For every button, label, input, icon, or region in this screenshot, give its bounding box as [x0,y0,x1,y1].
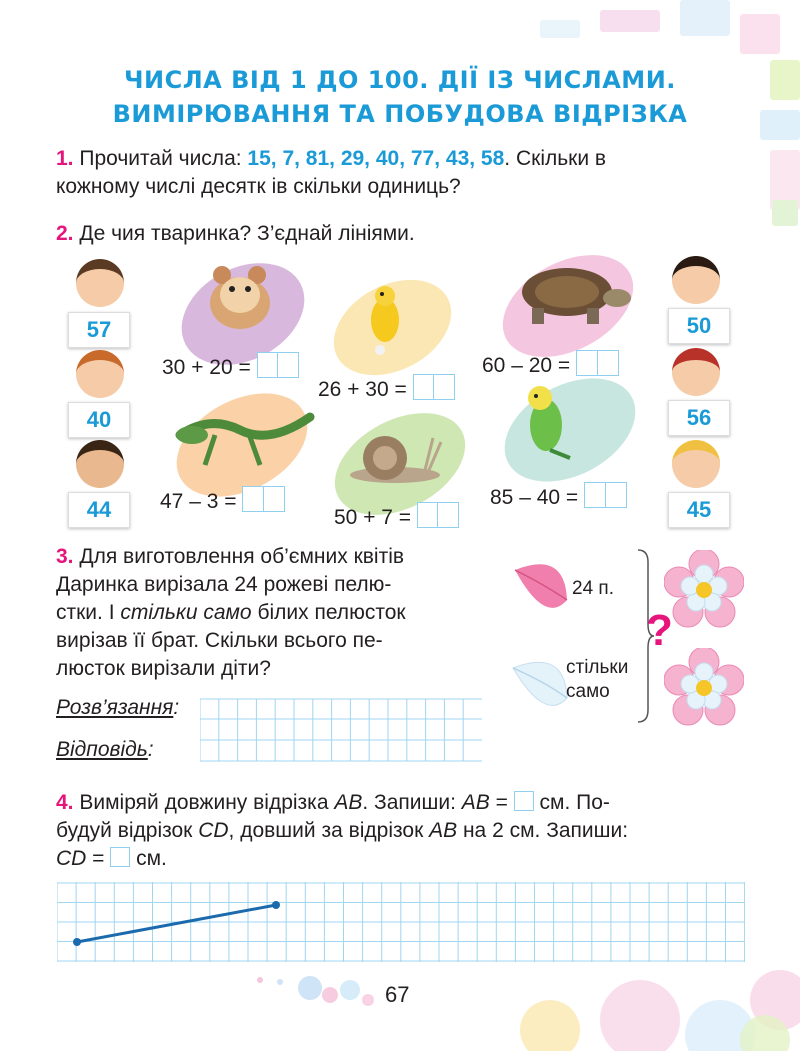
answer-box[interactable] [242,486,264,512]
petal1-label: 24 п. [572,578,614,599]
petal2-label-line: само [566,681,610,702]
task3-line: стки. І [56,601,121,624]
task3-text [56,543,496,683]
task4-text [56,789,756,873]
segment-cd-label: CD [56,847,87,870]
page-title-line2: ВИМІРЮВАННЯ ТА ПОБУДОВА ВІДРІЗКА [112,100,688,128]
answer-box[interactable] [277,352,299,378]
boy-face-icon [76,440,124,488]
answer-label [56,736,154,764]
expression-text: 85 – 40 = [490,486,579,509]
solution-label-text: Розв’язання [56,696,174,719]
petal2-label [566,656,628,704]
expression-text: 47 – 3 = [160,490,237,513]
pink-flower-icon [664,648,744,728]
segment-ab-label: AB [461,791,490,814]
kid-card-57: 57 [68,312,130,348]
budgie-icon [510,380,580,460]
task1-numbers: 15, 7, 81, 29, 40, 77, 43, 58 [247,147,505,170]
task2-number: 2. [56,222,74,245]
answer-box[interactable] [605,482,627,508]
segment-cd-label: CD [198,819,229,842]
expression-text: 30 + 20 = [162,356,251,379]
pink-flower-icon [664,550,744,630]
expression-text: 26 + 30 = [318,378,407,401]
petal2-label-line: стільки [566,657,629,678]
canary-icon [355,280,415,360]
task4-text-part: см. [130,847,167,870]
expression-4 [160,486,285,514]
expression-5 [334,502,459,530]
answer-box[interactable] [584,482,606,508]
task4-text-part: = [86,847,111,870]
task3-line: вирізав її брат. Скільки всього пе- [56,629,383,652]
task3-line: Для виготовлення об’ємних квітів [73,545,405,568]
colon: : [173,696,180,719]
ab-length-box[interactable] [514,791,534,811]
kid-card-50: 50 [668,308,730,344]
answer-box[interactable] [597,350,619,376]
page-number: 67 [385,982,410,1007]
expression-2 [318,374,455,402]
tortoise-icon [502,262,632,332]
task4-text-part: . Запиши: [362,791,462,814]
kid-card-56: 56 [668,400,730,436]
pink-petal-icon [505,555,575,625]
decorative-bubbles [220,960,800,1051]
question-mark: ? [646,606,673,655]
kid-card-44: 44 [68,492,130,528]
page-title-line1: ЧИСЛА ВІД 1 ДО 100. ДІЇ ІЗ ЧИСЛАМИ. [124,66,676,94]
task3-line: білих пелюсток [251,601,406,624]
kid-card-45: 45 [668,492,730,528]
colon: : [147,738,154,761]
expression-text: 60 – 20 = [482,354,571,377]
segment-ab-label: AB [429,819,458,842]
expression-3 [482,350,619,378]
segment-ab-label: AB [334,791,363,814]
answer-label-text: Відповідь [56,738,148,761]
snail-icon [345,420,445,490]
answer-box[interactable] [417,502,439,528]
task4-text-part: , довший за відрізок [228,819,430,842]
solution-grid[interactable] [200,698,482,762]
girl-glasses-face-icon [672,348,720,396]
drawing-grid[interactable] [57,882,745,962]
task1-line2: кожному числі десятк ів скільки одиниць? [56,175,461,198]
task1 [56,145,756,201]
girl-face-icon [76,350,124,398]
expression-1 [162,352,299,380]
expression-text: 50 + 7 = [334,506,412,529]
answer-box[interactable] [437,502,459,528]
task4-text-part: на 2 см. Запиши: [457,819,629,842]
task2-prompt [56,220,415,248]
task1-number: 1. [56,147,74,170]
answer-box[interactable] [257,352,279,378]
answer-box[interactable] [413,374,435,400]
task3-line: Даринка вирізала 24 рожеві пелю- [56,573,392,596]
point-b [272,901,280,909]
task4-text-part: = [489,791,514,814]
iguana-icon [170,405,320,475]
expression-6 [490,482,627,510]
point-a [73,938,81,946]
answer-box[interactable] [576,350,598,376]
task1-text: Прочитай числа: [73,147,248,170]
hamster-icon [195,255,285,335]
task4-number: 4. [56,791,74,814]
answer-box[interactable] [433,374,455,400]
solution-label [56,694,179,722]
kid-card-40: 40 [68,402,130,438]
task4-text-part: Виміряй довжину відрізка [73,791,335,814]
task3-italic: стільки само [120,601,252,624]
white-petal-icon [505,650,575,720]
answer-box[interactable] [263,486,285,512]
task3-line: люсток вирізали діти? [56,657,271,680]
task4-text-part: будуй відрізок [56,819,199,842]
girl-face-icon [672,440,720,488]
girl-face-icon [672,256,720,304]
task3-number: 3. [56,545,74,568]
segment-ab [77,905,276,942]
task2-text: Де чия тваринка? З’єднай лініями. [73,222,415,245]
cd-length-box[interactable] [110,847,130,867]
task4-text-part: см. По- [533,791,610,814]
boy-face-icon [76,259,124,307]
task1-text-end: . Скільки в [504,147,607,170]
